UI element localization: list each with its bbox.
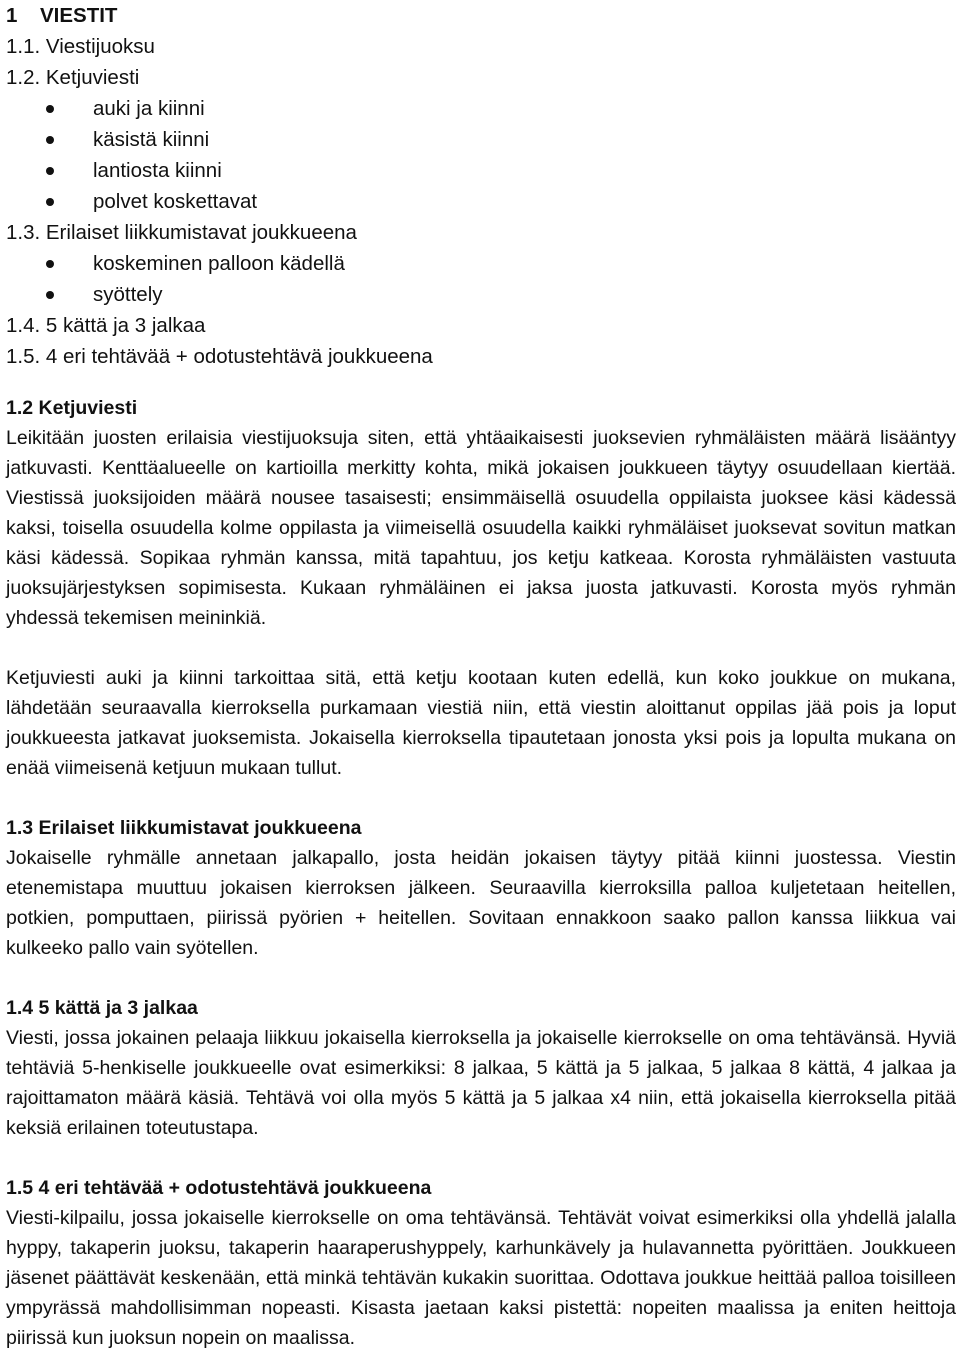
- toc-chapter-heading: [6, 0, 956, 31]
- toc-bullet-item: syöttely: [6, 279, 956, 310]
- section-heading-1-4: 1.4 5 kättä ja 3 jalkaa: [6, 997, 198, 1019]
- toc-item: 1.5. 4 eri tehtävää + odotustehtävä joukkueena: [6, 345, 433, 368]
- table-of-contents: [6, 0, 956, 372]
- section-heading-1-5: 1.5 4 eri tehtävää + odotustehtävä joukkueena: [6, 1177, 432, 1199]
- section-paragraph: Leikitään juosten erilaisia viestijuoksuja siten, että yhtäaikaisesti juoksevien ryhmäläisten määrä lisääntyy jatkuvasti. Kenttäalueelle on kartioilla merkitty kohta, mikä jokaisen joukkueen täytyy osuudellaan kiertää. Viestissä juoksijoiden määrä nousee tasaisesti; ensimmäisellä osuudella oppilaista juoksee käsi kädessä kaksi, toisella osuudella kolme oppilasta ja viimeisellä osuudella kaikki ryhmäläiset juoksevat sovitun matkan käsi kädessä. Sopikaa ryhmän kanssa, mitä tapahtuu, jos ketju katkeaa. Korosta ryhmäläisten vastuuta juoksujärjestyksen sopimisesta. Kukaan ryhmäläinen ei jaksa juosta jatkuvasti. Korosta myös ryhmän yhdessä tekemisen meininkiä.: [6, 427, 956, 629]
- toc-chapter-number: 1: [6, 4, 18, 27]
- toc-bullet-item: koskeminen palloon kädellä: [6, 248, 956, 279]
- toc-bullet-item: lantiosta kiinni: [6, 155, 956, 186]
- section-heading-1-3: 1.3 Erilaiset liikkumistavat joukkueena: [6, 817, 362, 839]
- toc-bullet-item: auki ja kiinni: [6, 93, 956, 124]
- bullet-icon: [46, 167, 54, 175]
- document-body: [6, 393, 956, 1353]
- toc-item: 1.4. 5 kättä ja 3 jalkaa: [6, 314, 206, 337]
- section-heading-1-2: 1.2 Ketjuviesti: [6, 397, 138, 419]
- toc-item: 1.3. Erilaiset liikkumistavat joukkueena: [6, 221, 357, 244]
- bullet-icon: [46, 136, 54, 144]
- section-paragraph: Jokaiselle ryhmälle annetaan jalkapallo, josta heidän jokaisen täytyy pitää kiinni juostessa. Viestin etenemistapa muuttuu jokaisen kierroksen jälkeen. Seuraavilla kierroksilla palloa kuljetetaan heitellen, potkien, pomputtaen, piirissä pyörien + heitellen. Sovitaan ennakkoon saako pallon kanssa liikkua vai kulkeeko pallo vain syötellen.: [6, 847, 956, 959]
- toc-item: 1.2. Ketjuviesti: [6, 66, 140, 89]
- section-paragraph: Viesti, jossa jokainen pelaaja liikkuu jokaisella kierroksella ja jokaiselle kierrokselle on oma tehtävänsä. Hyviä tehtäviä 5-henkiselle joukkueelle ovat esimerkiksi: 8 jalkaa, 5 kättä ja 5 jalkaa, 5 jalkaa 8 kättä, 4 jalkaa ja rajoittamaton määrä käsiä. Tehtävä voi olla myös 5 kättä ja 5 jalkaa x4 niin, että jokaisella kierroksella pitää keksiä erilainen toteutustapa.: [6, 1027, 956, 1139]
- bullet-icon: [46, 198, 54, 206]
- bullet-icon: [46, 260, 54, 268]
- toc-bullet-item: polvet koskettavat: [6, 186, 956, 217]
- toc-bullet-item: käsistä kiinni: [6, 124, 956, 155]
- bullet-icon: [46, 105, 54, 113]
- bullet-icon: [46, 291, 54, 299]
- toc-item: 1.1. Viestijuoksu: [6, 35, 155, 58]
- toc-chapter-title: VIESTIT: [40, 4, 118, 27]
- section-paragraph: Ketjuviesti auki ja kiinni tarkoittaa sitä, että ketju kootaan kuten edellä, kun koko joukkue on mukana, lähdetään seuraavalla kierroksella purkamaan viestiä niin, että viestin aloittanut oppilas jää pois ja loput joukkueesta jatkavat juoksemista. Jokaisella kierroksella tipautetaan jonosta yksi pois ja lopulta mukana on enää viimeisenä ketjuun mukaan tullut.: [6, 667, 956, 779]
- section-paragraph: Viesti-kilpailu, jossa jokaiselle kierrokselle on oma tehtävänsä. Tehtävät voivat esimerkiksi olla yhdellä jalalla hyppy, takaperin juoksu, takaperin haaraperushyppely, karhunkävely ja hulavannetta pyörittäen. Joukkueen jäsenet päättävät keskenään, että minkä tehtävän kukakin suorittaa. Odottava joukkue heittää palloa toisilleen ympyrässä mahdollisimman nopeasti. Kisasta jaetaan kaksi pistettä: nopeiten maalissa ja eniten heittoja piirissä kun juoksun nopein on maalissa.: [6, 1207, 956, 1349]
